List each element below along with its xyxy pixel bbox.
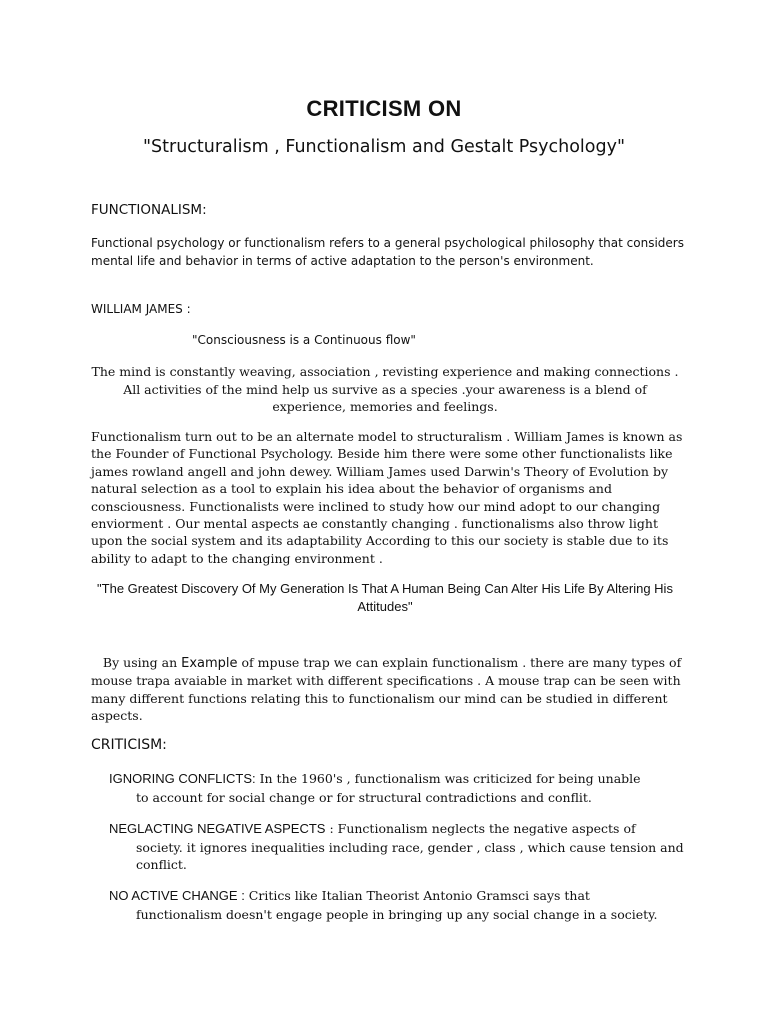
criticism-text-line1: Critics like Italian Theorist Antonio Gramsci says that (244, 888, 590, 903)
example-paragraph (91, 654, 691, 725)
criticism-heading: CRITICISM: (91, 737, 167, 753)
structuralism-paragraph: Functionalism turn out to be an alternate model to structuralism . William James is known as the Founder of Functional Psychology. Beside him there were some other functionalists like james rowland angell and john dewey. William James used Darwin's Theory of Evolution by natural selection as a tool to explain his idea about the behavior of organisms and consciousness. Functionalists were inclined to study how our mind adopt to our changing enviorment . Our mental aspects ae constantly changing . functionalisms also throw light upon the social system and its adaptability According to this our society is stable due to its ability to adapt to the changing environment . (91, 429, 683, 566)
functionalism-definition: Functional psychology or functionalism refers to a general psychological philosophy that considers mental life and behavior in terms of active adaptation to the person's environment. (91, 236, 684, 268)
criticism-text-line2: functionalism doesn't engage people in bringing up any social change in a society. (136, 906, 658, 922)
page-title: CRITICISM ON (306, 96, 462, 121)
criticism-text-line1: In the 1960's , functionalism was criticized for being unable (255, 771, 641, 786)
criticism-text-line2: society. it ignores inequalities including race, gender , class , which cause tension and conflict. (136, 839, 684, 872)
william-james-label: WILLIAM JAMES : (91, 302, 191, 316)
william-james-quote: "Consciousness is a Continuous flow" (192, 333, 416, 347)
example-keyword: Example (181, 656, 238, 671)
mind-paragraph: The mind is constantly weaving, association , revisting experience and making connections . All activities of the mind help us survive as a species .your awareness is a blend of experience, memories and feelings. (91, 364, 679, 414)
example-after: of mpuse trap we can explain functionalism . there are many types of mouse trapa avaiable in market with different specifications . A mouse trap can be seen with many different functions relating this to functionalism our mind can be studied in different aspects. (91, 655, 682, 724)
featured-quote: "The Greatest Discovery Of My Generation Is That A Human Being Can Alter His Life By Altering His Attitudes" (97, 581, 673, 614)
criticism-heading-text: NEGLACTING NEGATIVE ASPECTS (109, 821, 326, 836)
criticism-item-negative-aspects (109, 820, 691, 874)
criticism-item-no-active-change (109, 887, 691, 923)
criticism-text-line2: to account for social change or for structural contradictions and conflit. (136, 789, 592, 805)
example-before: By using an (102, 655, 182, 670)
criticism-item-ignoring-conflicts (109, 770, 691, 806)
page-subtitle: "Structuralism , Functionalism and Gestalt Psychology" (142, 137, 625, 157)
functionalism-heading: FUNCTIONALISM: (91, 202, 207, 218)
criticism-heading-text: NO ACTIVE CHANGE : (109, 888, 245, 903)
criticism-text-line1: : Functionalism neglects the negative aspects of (325, 821, 636, 836)
criticism-heading-text: IGNORING CONFLICTS: (109, 771, 256, 786)
